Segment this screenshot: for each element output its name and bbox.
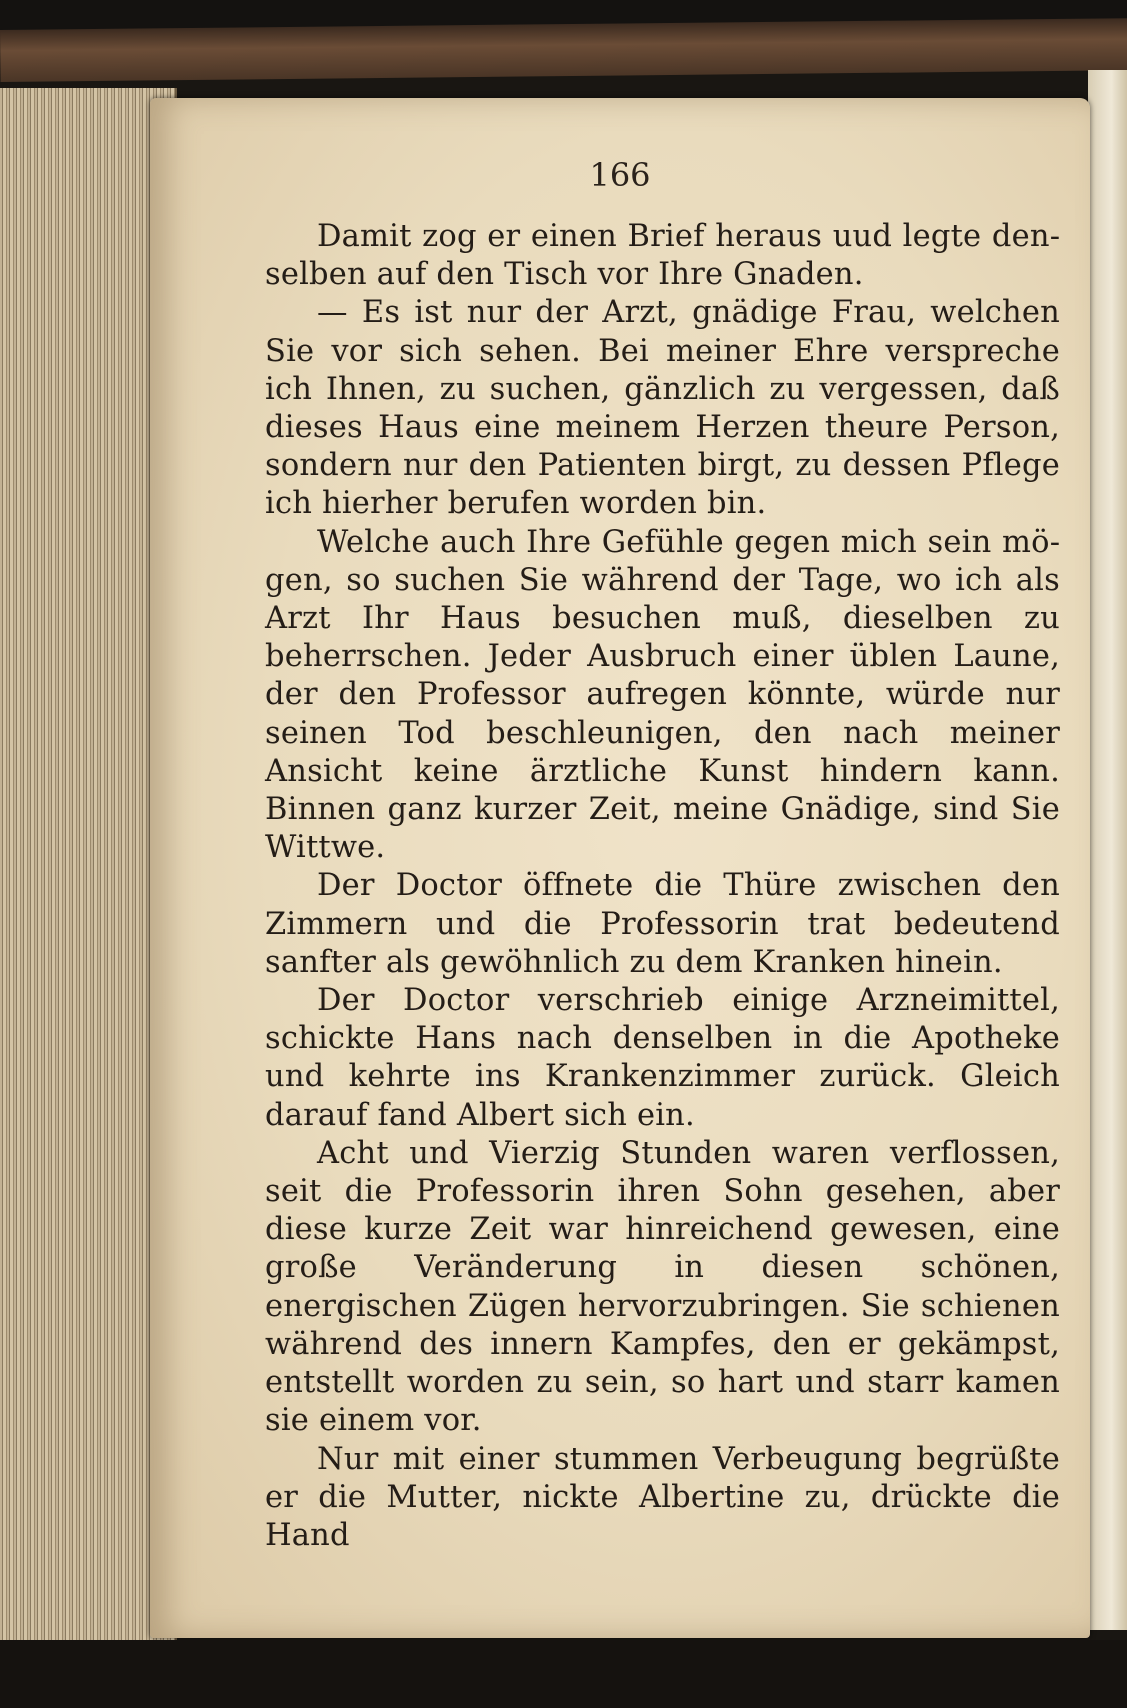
paragraph: Der Doctor verschrieb einige Arzneimittel, schickte Hans nach denselben in die Apotheke und kehrte ins Krankenzimmer zurück. Gleich darauf fand Albert sich ein.	[265, 983, 1060, 1133]
paragraph: — Es ist nur der Arzt, gnädige Frau, welchen Sie vor sich sehen. Bei meiner Ehre verspreche ich Ihnen, zu suchen, gänzlich zu vergessen, daß dieses Haus eine meinem Herzen theure Person, sondern nur den Patienten birgt, zu dessen Pflege ich hierher berufen worden bin.	[265, 295, 1060, 522]
paragraph: Acht und Vierzig Stunden waren verflossen, seit die Professorin ihren Sohn gesehen, aber diese kurze Zeit war hinreichend gewesen, eine große Veränderung in diesen schönen, energischen Zügen hervorzubringen. Sie schienen während des innern Kampfes, den er gekämpst, entstellt worden zu sein, so hart und starr kamen sie einem vor.	[265, 1135, 1060, 1439]
page-number: 166	[589, 156, 651, 194]
paragraph: Welche auch Ihre Gefühle gegen mich sein mögen, so suchen Sie während der Tage, wo ich als Arzt Ihr Haus besuchen muß, dieselben zu beherrschen. Jeder Ausbruch einer üblen Laune, der den Professor aufregen könnte, würde nur seinen Tod beschleunigen, den nach meiner Ansicht keine ärztliche Kunst hindern kann. Binnen ganz kurzer Zeit, meine Gnädige, sind Sie Wittwe.	[265, 524, 1060, 866]
book-cover-edge	[0, 18, 1127, 82]
paragraph: Damit zog er einen Brief heraus uud legte denselben auf den Tisch vor Ihre Gnaden.	[265, 219, 1060, 293]
paragraph: Der Doctor öffnete die Thüre zwischen den Zimmern und die Professorin trat bedeutend sanfter als gewöhnlich zu dem Kranken hinein.	[265, 868, 1060, 980]
book-page	[150, 98, 1090, 1638]
page-text	[265, 218, 1060, 1555]
background-shadow-bottom	[0, 1640, 1127, 1708]
facing-page-edge	[1088, 70, 1127, 1630]
paragraph: Nur mit einer stummen Verbeugung begrüßte er die Mutter, nickte Albertine zu, drückte die Hand	[265, 1441, 1060, 1553]
